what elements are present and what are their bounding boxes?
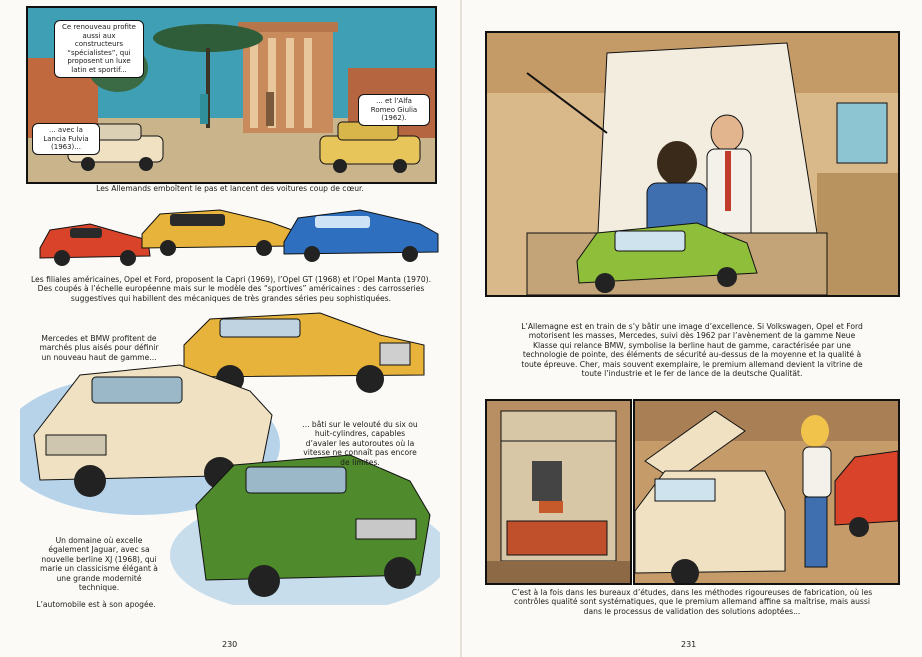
caption-opel-ford: Les filiales américaines, Opel et Ford, proposent la Capri (1969), l’Opel GT (1968) et l’Opel Manta (1970). Des coupés à l’échelle européenne mais sur le modèle des “sportives” américaines : des carrosseries suggestives qui habillent des mécaniques de très grandes séries peu sophistiquées. bbox=[30, 275, 432, 303]
caption-six-cylinders: ... bâti sur le velouté du six ou huit-cylindres, capables d’avaler les autoroutes où la vitesse ne connaît pas encore de limites. bbox=[302, 420, 418, 467]
caption-design-offices: C’est à la fois dans les bureaux d’études, dans les méthodes rigoureuses de fabrication, où les contrôles qualité sont systématiques, que le premium allemand affine sa maîtrise, mais aussi dans le processus de validation des solutions adoptées... bbox=[511, 588, 873, 616]
design-office-illustration bbox=[487, 33, 898, 295]
panel-design-office bbox=[485, 31, 900, 297]
caption-jaguar: Un domaine où excelle également Jaguar, avec sa nouvelle berline XJ (1968), qui marie un classicisme élégant à une grande modernité technique. bbox=[40, 536, 158, 593]
panel-italian-ruins bbox=[26, 6, 437, 184]
quality-control-illustration bbox=[635, 401, 898, 583]
caption-mercedes-bmw: Mercedes et BMW profitent de marchés plus aisés pour définir un nouveau haut de gamme... bbox=[39, 334, 159, 362]
caption-germany-excellence: L’Allemagne est en train de s’y bâtir une image d’excellence. Si Volkswagen, Opel et Ford motorisent les masses, Mercedes, suivi dès 1962 par l’avènement de la gamme Neue Klasse qui relance BMW, symbolise la berline haut de gamme, caractérisée par une technologie de pointe, des éléments de sécurité au-dessus de la moyenne et la qualité à toute épreuve. Cher, mais souvent exemplaire, le premium allemand devient la vitrine de toute l’industrie et le fer de lance de la deutsche Qualität. bbox=[521, 322, 863, 379]
coupes-illustration bbox=[30, 200, 450, 270]
factory-illustration bbox=[487, 401, 630, 583]
caption-germans: Les Allemands emboîtent le pas et lancent des voitures coup de cœur. bbox=[96, 184, 364, 193]
panel-quality-control bbox=[633, 399, 900, 585]
right-page bbox=[461, 0, 922, 657]
page-number-left: 230 bbox=[222, 640, 238, 649]
caption-apogee: L’automobile est à son apogée. bbox=[36, 600, 156, 609]
caption-bubble-alfa: ... et l’Alfa Romeo Giulia (1962). bbox=[358, 94, 430, 126]
page-number-right: 231 bbox=[681, 640, 697, 649]
caption-bubble-specialists: Ce renouveau profite aussi aux constructeurs “spécialistes”, qui proposent un luxe latin et sportif... bbox=[54, 20, 144, 78]
panel-factory bbox=[485, 399, 632, 585]
caption-bubble-lancia: ... avec la Lancia Fulvia (1963)... bbox=[32, 123, 100, 155]
